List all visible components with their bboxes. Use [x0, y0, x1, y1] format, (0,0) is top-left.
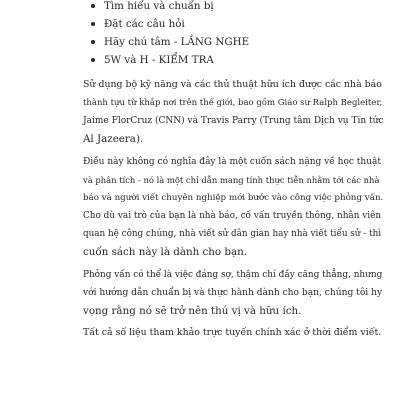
bullet-item-check: 5W và H - KIỂM TRA [104, 51, 214, 69]
text-line: Tất cả số liệu tham khảo trực tuyến chính xác ở thời điểm viết. [83, 327, 382, 338]
paragraph-encouragement [83, 266, 383, 320]
text-line: và phân tích - nó là một chỉ dẫn mang tính thực tiễn nhằm tới các nhà [83, 175, 380, 185]
paragraph-purpose [83, 153, 383, 261]
paragraph-references-note [83, 324, 383, 342]
text-line: Điều này không có nghĩa đây là một cuốn sách nặng về học thuật [83, 157, 381, 167]
text-line: Phỏng vấn có thể là việc đáng sợ, thậm chí đầy căng thẳng, nhưng [83, 270, 383, 280]
text-line: Sử dụng bộ kỹ năng và các thủ thuật hữu ích được các nhà báo [83, 79, 382, 90]
text-line: Al Jazeera). [83, 133, 144, 145]
text-line: Cho dù vai trò của bạn là nhà báo, cố vấn truyền thông, nhân viên [83, 211, 382, 221]
text-line: báo và người viết chuyên nghiệp mới bước vào công việc phỏng vấn. [83, 193, 384, 203]
bullet-item-research: Tìm hiểu và chuẩn bị [104, 0, 214, 15]
text-line: quan hệ công chúng, nhà viết sử dân gian hay nhà viết tiểu sử - thì [83, 229, 382, 239]
text-line: với hướng dẫn chuẩn bị và thực hành dành cho bạn, chúng tôi hy [83, 288, 383, 298]
bullet-item-questions: Đặt các câu hỏi [104, 15, 185, 33]
paragraph-sources [83, 76, 383, 148]
text-line: thành tựu từ khắp nơi trên thế giới, bao gồm Giáo sư Ralph Begleiter, [83, 98, 383, 108]
text-line: vọng rằng nó sẽ trở nên thú vị và hữu ích. [83, 305, 302, 317]
bullet-item-listen: Hãy chú tâm - LẮNG NGHE [104, 33, 249, 51]
text-line: Jaime FlorCruz (CNN) và Travis Parry (Trung tâm Dịch vụ Tin tức [83, 116, 384, 126]
text-line: cuốn sách này là dành cho bạn. [83, 246, 248, 258]
